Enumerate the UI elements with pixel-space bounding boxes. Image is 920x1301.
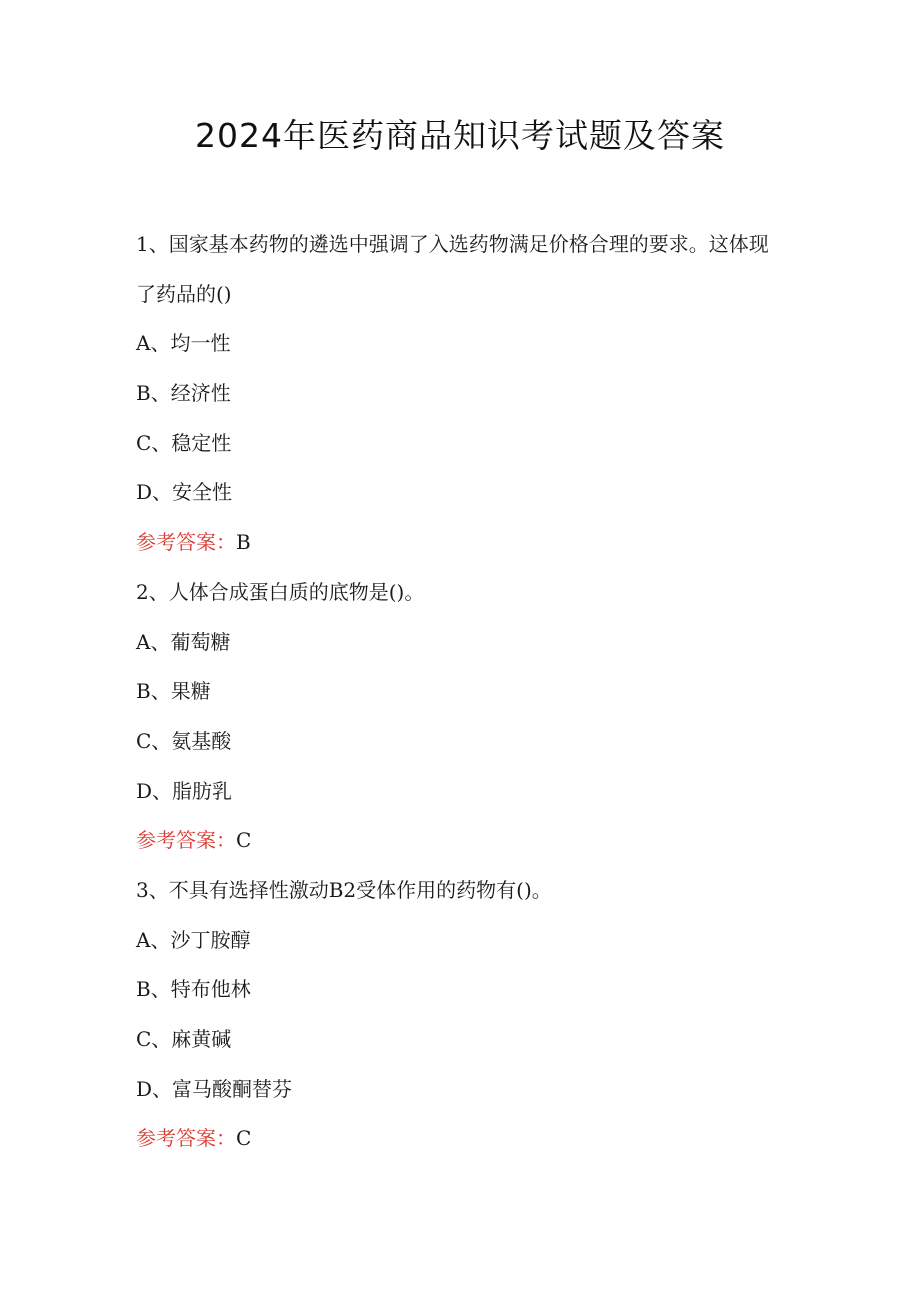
option-b: B、经济性 bbox=[136, 381, 231, 406]
option-a: A、均一性 bbox=[136, 331, 231, 356]
option-c: C、氨基酸 bbox=[136, 728, 232, 753]
answer-value: C bbox=[236, 828, 252, 853]
question-1 bbox=[136, 220, 796, 568]
option-c: C、麻黄碱 bbox=[136, 1027, 232, 1052]
option-c: C、稳定性 bbox=[136, 430, 232, 455]
answer-label: 参考答案： bbox=[136, 1126, 236, 1151]
answer-line bbox=[136, 1114, 796, 1164]
question-stem: 1、国家基本药物的遴选中强调了入选药物满足价格合理的要求。这体现了药品的() bbox=[136, 232, 769, 306]
question-stem: 3、不具有选择性激动B2受体作用的药物有()。 bbox=[136, 877, 552, 902]
question-list bbox=[136, 220, 796, 1164]
answer-value: C bbox=[236, 1126, 252, 1151]
document-title: 2024年医药商品知识考试题及答案 bbox=[195, 116, 725, 155]
option-d: D、脂肪乳 bbox=[136, 778, 233, 803]
option-d: D、安全性 bbox=[136, 480, 233, 505]
question-2 bbox=[136, 568, 796, 866]
answer-label: 参考答案： bbox=[136, 530, 236, 555]
question-3 bbox=[136, 866, 796, 1164]
option-b: B、果糖 bbox=[136, 679, 211, 704]
option-b: B、特布他林 bbox=[136, 977, 251, 1002]
option-d: D、富马酸酮替芬 bbox=[136, 1076, 293, 1101]
answer-label: 参考答案： bbox=[136, 828, 236, 853]
answer-line bbox=[136, 518, 796, 568]
answer-line bbox=[136, 816, 796, 866]
option-a: A、沙丁胺醇 bbox=[136, 927, 251, 952]
question-stem: 2、人体合成蛋白质的底物是()。 bbox=[136, 579, 425, 604]
answer-value: B bbox=[236, 530, 251, 555]
option-a: A、葡萄糖 bbox=[136, 629, 231, 654]
